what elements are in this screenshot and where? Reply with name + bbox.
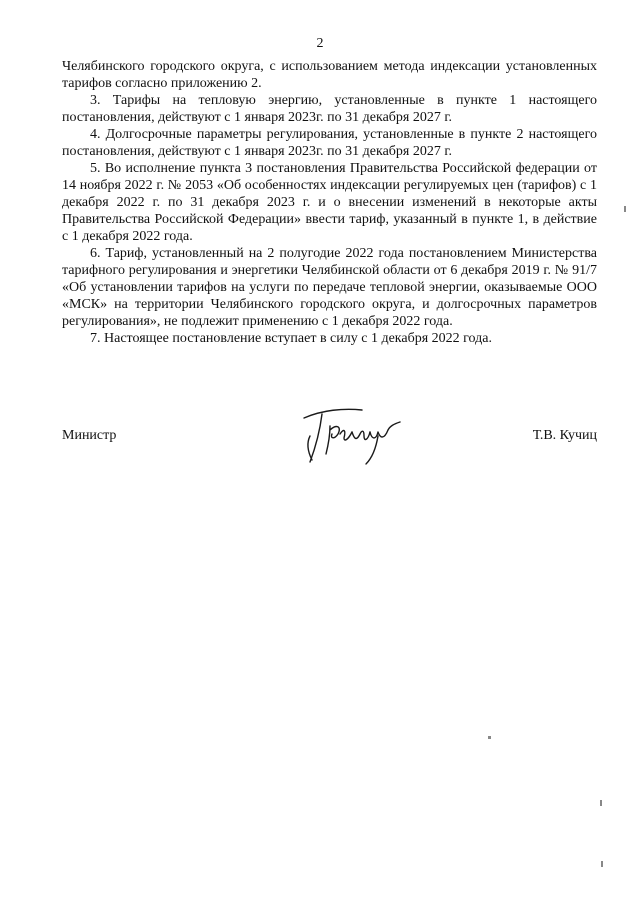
paragraph-item-4: 4. Долгосрочные параметры регулирования, установленные в пункте 2 настоящего постановления, действуют с 1 января 2023г. по 31 декабря 2027 г. xyxy=(62,127,597,159)
signatory-name: Т.В. Кучиц xyxy=(532,428,597,443)
paragraph-item-6: 6. Тариф, установленный на 2 полугодие 2022 года постановлением Министерства тарифного регулирования и энергетики Челябинской области от 6 декабря 2019 г. № 91/7 «Об установлении тарифов на услуги по передаче тепловой энергии, оказываемые ООО «МСК» на территории Челябинского городского округа, и долгосрочных параметров регулирования», не подлежит применению с 1 декабря 2022 года. xyxy=(62,246,597,329)
paragraph-item-7: 7. Настоящее постановление вступает в силу с 1 декабря 2022 года. xyxy=(90,331,492,346)
paragraph-continuation: Челябинского городского округа, с использованием метода индексации установленных тарифов согласно приложению 2. xyxy=(62,59,597,91)
scan-mark-right-low xyxy=(601,861,603,867)
document-body xyxy=(62,58,597,347)
paragraph-item-3: 3. Тарифы на тепловую энергию, установленные в пункте 1 настоящего постановления, действуют с 1 января 2023г. по 31 декабря 2027 г. xyxy=(62,93,597,125)
handwritten-signature xyxy=(282,400,422,470)
signature-block xyxy=(62,420,597,480)
paragraph-item-5: 5. Во исполнение пункта 3 постановления Правительства Российской федерации от 14 ноября 2022 г. № 2053 «Об особенностях индексации регулируемых цен (тарифов) с 1 декабря 2022 г. по 31 декабря 2023 г. и о внесении изменений в некоторые акты Правительства Российской Федерации» ввести тариф, указанный в пункте 1, в действие с 1 декабря 2022 года. xyxy=(62,161,597,244)
signatory-title: Министр xyxy=(62,428,117,443)
page-number: 2 xyxy=(316,36,324,51)
scan-mark-center xyxy=(488,736,491,739)
scan-mark-right-mid xyxy=(600,800,602,806)
scan-mark-right-top xyxy=(624,206,626,212)
